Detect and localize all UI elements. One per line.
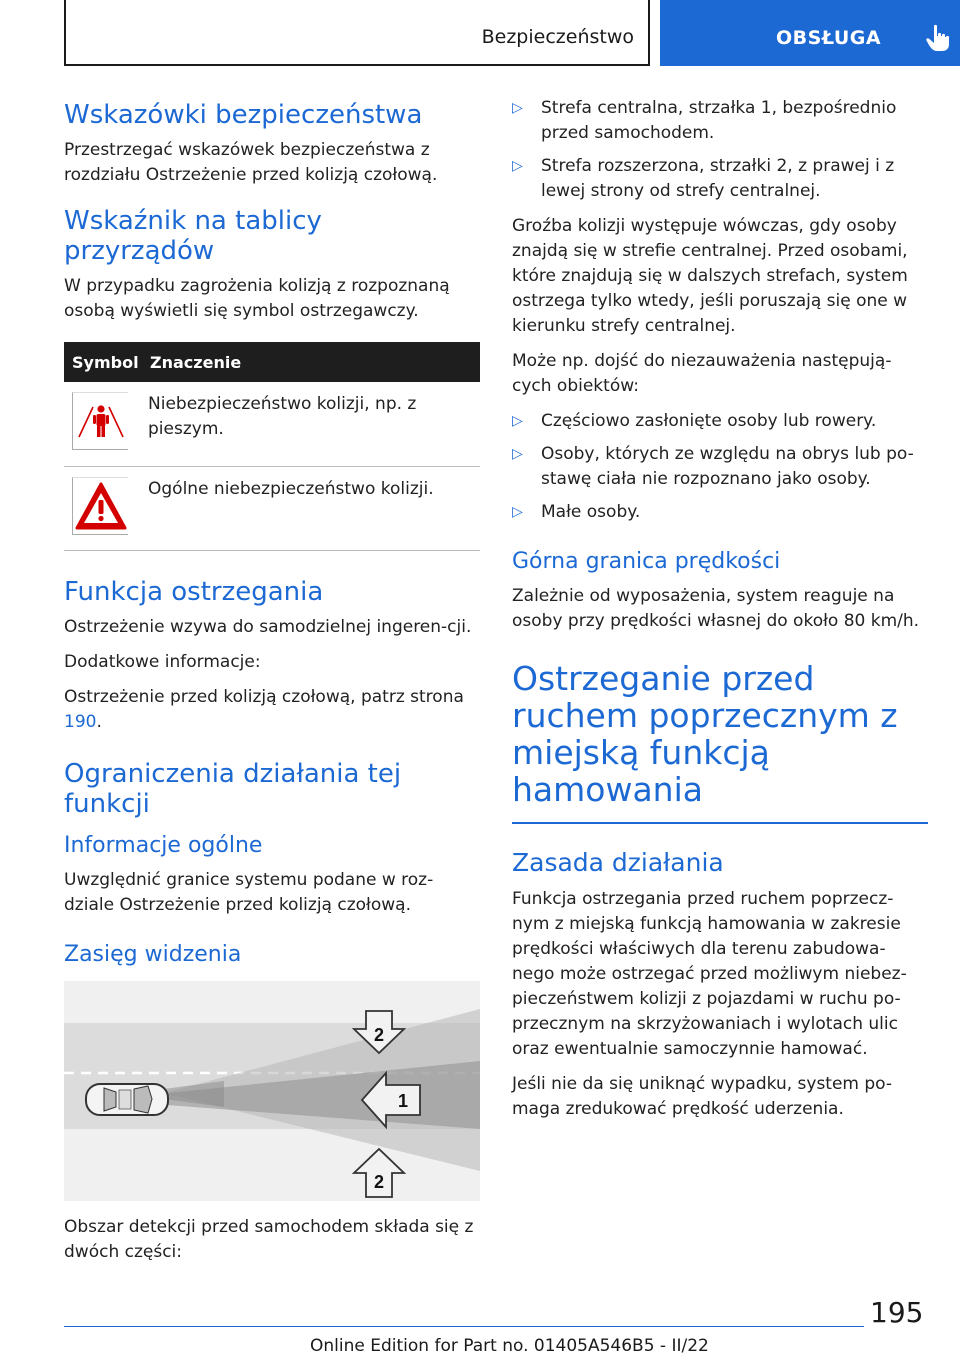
list-item: ▷ Strefa rozszerzona, strzałki 2, z prawej i z lewej strony od strefy centralnej. — [512, 156, 895, 201]
warning-triangle-icon — [72, 477, 128, 535]
header-chapter-title: OBSŁUGA — [776, 27, 882, 49]
table-row — [64, 382, 480, 466]
paragraph-safety: Przestrzegać wskazówek bezpieczeństwa z rozdziału Ostrzeżenie przed kolizją czołową. — [64, 140, 438, 185]
paragraph-warning-3: Ostrzeżenie przed kolizją czołową, patrz strona 190. — [64, 686, 464, 732]
heading-indicator: Wskaźnik na tablicy przyrządów — [64, 206, 322, 266]
header-section-title: Bezpieczeństwo — [481, 26, 634, 48]
arrow-label-2-bottom: 2 — [373, 1171, 385, 1192]
paragraph-warning-2: Dodatkowe informacje: — [64, 651, 261, 672]
list-item: ▷ Częściowo zasłonięte osoby lub rowery. — [512, 411, 877, 431]
heading-warning-function: Funkcja ostrzegania — [64, 576, 324, 607]
pedestrian-warning-icon — [72, 392, 128, 450]
header-section-tab — [64, 0, 650, 66]
table-header-meaning: Znaczenie — [148, 342, 480, 382]
zone-list — [512, 96, 928, 204]
heading-range: Zasięg widzenia — [64, 941, 242, 967]
missed-objects-list — [512, 409, 928, 525]
heading-limits: Ograniczenia działania tej funkcji — [64, 758, 402, 819]
heading-general-info: Informacje ogólne — [64, 832, 263, 858]
table-row — [64, 466, 480, 550]
page-number: 195 — [870, 1296, 924, 1329]
table-header-symbol: Symbol — [64, 342, 148, 382]
paragraph-threat: Groźba kolizji występuje wówczas, gdy osoby znajdą się w strefie centralnej. Przed osobami, które znajdują się w dalszych strefach, system ostrzega tylko wtedy, jeśli poruszają się one w kierunku strefy centralnej. — [512, 216, 908, 336]
table-cell-meaning: Ogólne niebezpieczeństwo kolizji. — [148, 466, 480, 550]
paragraph-missed: Może np. dojść do niezauważenia następują-cych obiektów: — [512, 351, 892, 396]
heading-speed-limit: Górna granica prędkości — [512, 549, 781, 574]
table-cell-meaning: Niebezpieczeństwo kolizji, np. z pieszym. — [148, 382, 480, 466]
list-item: ▷ Osoby, których ze względu na obrys lub po-stawę ciała nie rozpoznano jako osoby. — [512, 444, 914, 489]
footer-divider — [64, 1326, 864, 1327]
heading-safety: Wskazówki bezpieczeństwa — [64, 100, 423, 130]
page-reference-link[interactable]: 190 — [64, 711, 97, 732]
arrow-label-1: 1 — [397, 1090, 409, 1111]
paragraph-speed: Zależnie od wyposażenia, system reaguje na osoby przy prędkości własnej do około 80 km/h. — [512, 586, 920, 631]
arrow-label-2-top: 2 — [373, 1024, 385, 1045]
list-item: ▷ Małe osoby. — [512, 502, 641, 522]
list-item: ▷ Strefa centralna, strzałka 1, bezpośrednio przed samochodem. — [512, 98, 897, 143]
paragraph-principle-2: Jeśli nie da się uniknąć wypadku, system po-maga zredukować prędkość uderzenia. — [512, 1074, 893, 1119]
header-chapter-tab — [660, 0, 960, 66]
footer-edition: Online Edition for Part no. 01405A546B5 - II/22 — [310, 1336, 709, 1356]
car-icon — [86, 1084, 168, 1115]
heading-principle: Zasada działania — [512, 848, 724, 877]
left-column — [64, 96, 480, 1275]
hand-pointer-icon — [926, 24, 952, 52]
detection-zone-figure — [64, 981, 480, 1201]
paragraph-general: Uwzględnić granice systemu podane w roz-dziale Ostrzeżenie przed kolizją czołową. — [64, 869, 434, 915]
paragraph-warning-1: Ostrzeżenie wzywa do samodzielnej ingeren-cji. — [64, 616, 472, 637]
paragraph-figure-caption: Obszar detekcji przed samochodem składa się z dwóch części: — [64, 1216, 474, 1262]
paragraph-principle-1: Funkcja ostrzegania przed ruchem poprzecz-nym z miejską funkcją hamowania w zakresie prędkości właściwych dla terenu zabudowa-nego może ostrzegać przed możliwym niebez-pieczeństwem kolizji z pojazdami w ruchu po-przecznym na skrzyżowaniach i wylotach ulic oraz ewentualnie samoczynnie hamować. — [512, 889, 907, 1059]
right-column — [512, 96, 928, 1132]
paragraph-indicator: W przypadku zagrożenia kolizją z rozpoznaną osobą wyświetli się symbol ostrzegawczy. — [64, 276, 450, 321]
symbol-table — [64, 342, 480, 551]
heading-cross-traffic: Ostrzeganie przed ruchem poprzecznym z miejską funkcją hamowania — [512, 660, 928, 824]
